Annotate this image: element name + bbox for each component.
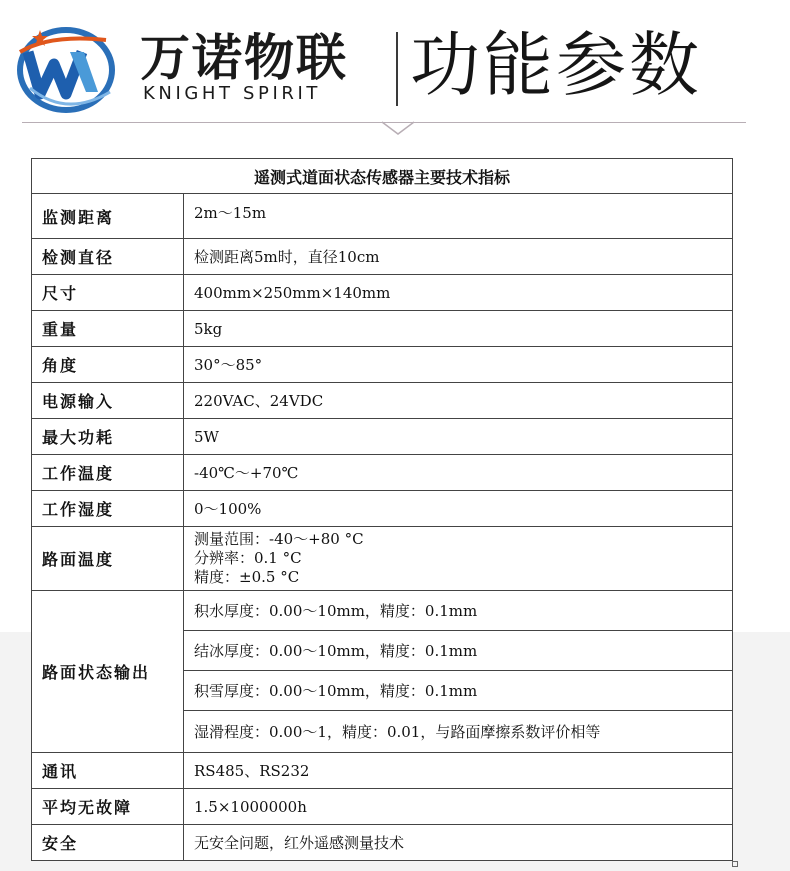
row-key: 通讯 xyxy=(32,753,184,789)
row-value: 检测距离5m时，直径10cm xyxy=(184,239,733,275)
row-value: RS485、RS232 xyxy=(184,753,733,789)
chevron-down-icon xyxy=(378,116,418,136)
row-key: 监测距离 xyxy=(32,194,184,239)
row-value xyxy=(184,527,733,591)
row-value-line: 测量范围：-40～+80 °C xyxy=(194,530,364,548)
table-row xyxy=(32,194,733,239)
table-row xyxy=(32,419,733,455)
row-value: 1.5×1000000h xyxy=(184,789,733,825)
header xyxy=(0,0,790,140)
table-row xyxy=(32,347,733,383)
table-title-row xyxy=(32,159,733,194)
row-key: 角度 xyxy=(32,347,184,383)
row-value: -40℃～+70℃ xyxy=(184,455,733,491)
row-value: 5kg xyxy=(184,311,733,347)
globe-w-logo-icon xyxy=(10,22,118,118)
table-row xyxy=(32,311,733,347)
spec-table xyxy=(31,158,733,861)
row-value: 0～100% xyxy=(184,491,733,527)
row-value: 湿滑程度：0.00～1，精度：0.01，与路面摩擦系数评价相等 xyxy=(184,711,733,753)
row-value: 400mm×250mm×140mm xyxy=(184,275,733,311)
row-key: 电源输入 xyxy=(32,383,184,419)
row-value: 5W xyxy=(184,419,733,455)
row-value-line: 精度：±0.5 °C xyxy=(194,568,300,586)
table-title: 遥测式道面状态传感器主要技术指标 xyxy=(32,159,733,194)
table-row xyxy=(32,491,733,527)
row-value: 无安全问题，红外遥感测量技术 xyxy=(184,825,733,861)
table-row xyxy=(32,753,733,789)
table-row xyxy=(32,825,733,861)
row-key: 工作温度 xyxy=(32,455,184,491)
table-row xyxy=(32,239,733,275)
header-divider xyxy=(396,32,398,106)
table-row xyxy=(32,275,733,311)
brand-name-cn: 万诺物联 xyxy=(140,29,348,87)
row-value: 积水厚度：0.00～10mm，精度：0.1mm xyxy=(184,591,733,631)
row-value-line: 分辨率：0.1 °C xyxy=(194,549,302,567)
row-value: 220VAC、24VDC xyxy=(184,383,733,419)
row-value: 30°～85° xyxy=(184,347,733,383)
row-value: 结冰厚度：0.00～10mm，精度：0.1mm xyxy=(184,631,733,671)
row-key: 路面状态输出 xyxy=(32,591,184,753)
table-row xyxy=(32,591,733,631)
table-row xyxy=(32,383,733,419)
row-value: 2m～15m xyxy=(184,194,733,239)
corner-marker xyxy=(732,861,738,867)
row-key: 安全 xyxy=(32,825,184,861)
page-title: 功能参数 xyxy=(410,24,702,106)
row-key: 重量 xyxy=(32,311,184,347)
table-row xyxy=(32,789,733,825)
row-value: 积雪厚度：0.00～10mm，精度：0.1mm xyxy=(184,671,733,711)
row-key: 平均无故障 xyxy=(32,789,184,825)
row-key: 检测直径 xyxy=(32,239,184,275)
row-key: 路面温度 xyxy=(32,527,184,591)
table-row xyxy=(32,527,733,591)
row-key: 工作湿度 xyxy=(32,491,184,527)
row-key: 最大功耗 xyxy=(32,419,184,455)
brand-name-en: KNIGHT SPIRIT xyxy=(143,83,321,104)
table-row xyxy=(32,455,733,491)
row-key: 尺寸 xyxy=(32,275,184,311)
